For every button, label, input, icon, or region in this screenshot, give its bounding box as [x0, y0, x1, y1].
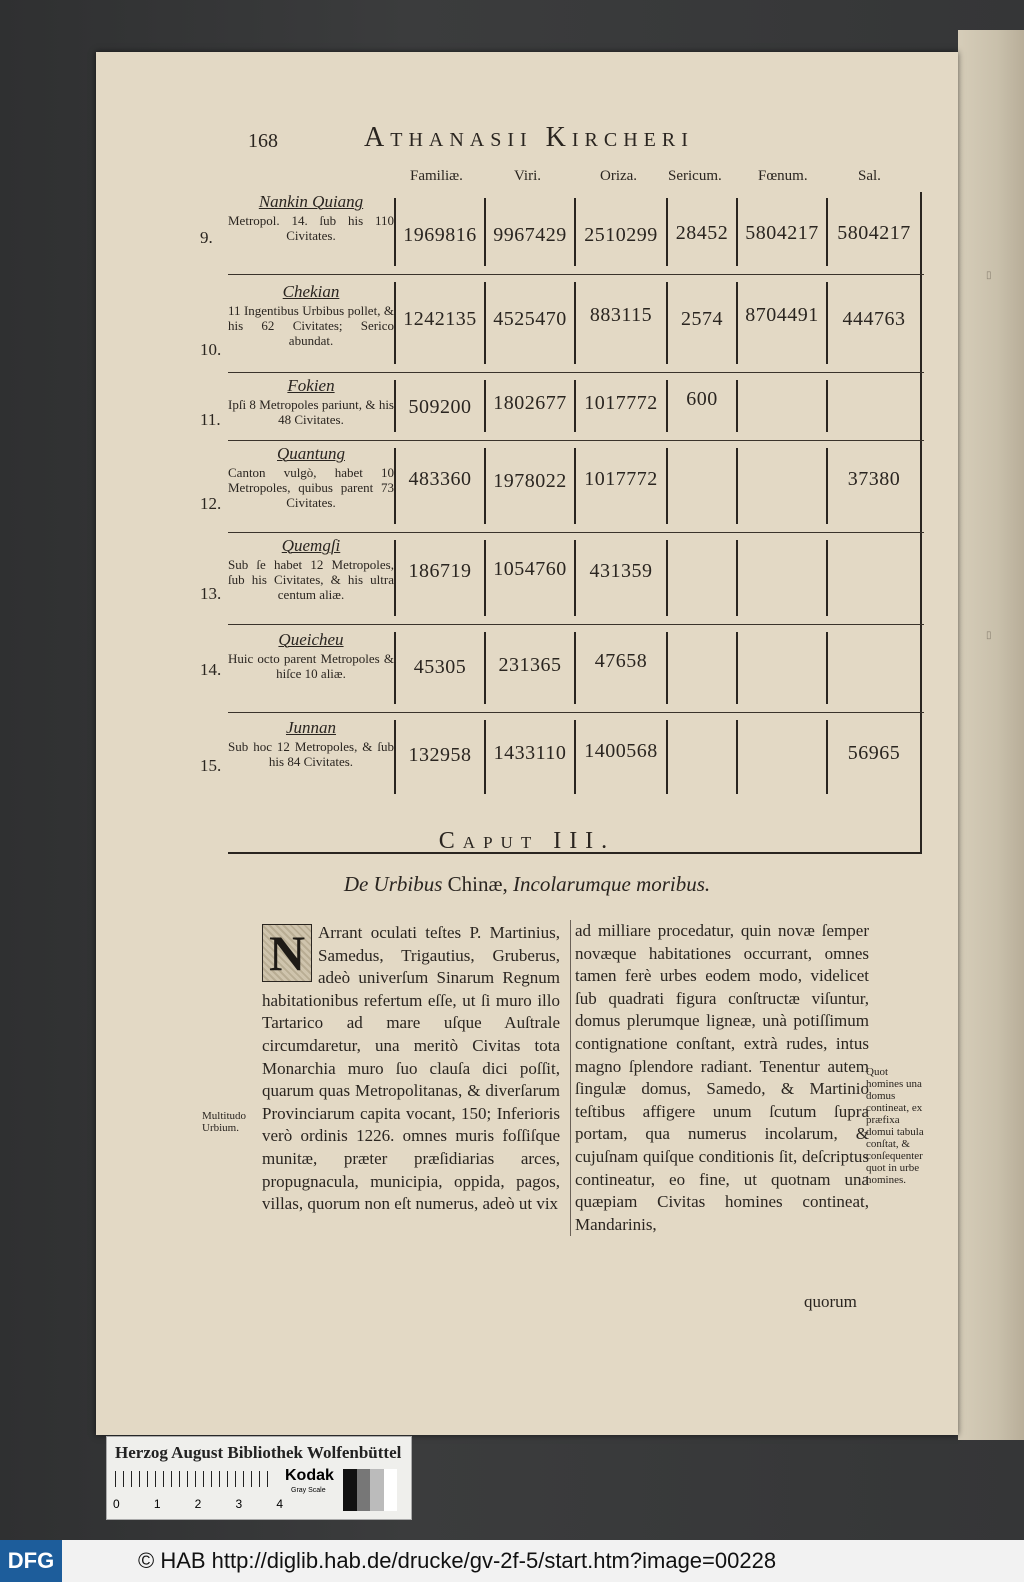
- value-familiae: 483360: [408, 468, 472, 490]
- table-row: [200, 440, 924, 533]
- page-number: 168: [248, 130, 278, 152]
- value-foenum: 8704491: [745, 304, 819, 326]
- col-header-familiae: Familiæ.: [410, 168, 463, 184]
- value-sericum: 2574: [681, 308, 723, 330]
- table-row: [200, 712, 924, 802]
- marginal-note-left: Multitudo Urbium.: [202, 1110, 247, 1134]
- kodak-logo: Kodak: [285, 1467, 334, 1484]
- row-number: 12.: [200, 494, 222, 513]
- col-header-viri: Viri.: [514, 168, 542, 184]
- value-sericum: 28452: [675, 222, 729, 244]
- province-cell: [228, 446, 394, 510]
- paragraph: ad milliare procedatur, quin novæ ſemper novæque habitationes occurrant, omnes tamen ferè urbes eodem modo, videlicet ſub quadrati figura conſtructæ viſuntur, domus plerumque ligneæ, unà potiſſimum contignatione conſtant, extrà rudes, intus magno ſplendore radiant. Tenentur autem ſingulæ domus, Samedo, & Martinio teſtibus affigere unum ſcutum ſupra portam, qua numerus incolarum, & cujuſnam quiſque conditionis ſit, deſcriptus contineatur, eo fine, ut quotnam una quæpiam Civitas homines contineat, Mandarinis,: [575, 921, 869, 1234]
- value-viri: 1433110: [493, 742, 567, 764]
- value-oriza: 47658: [594, 650, 648, 672]
- subtitle-part-c: Incolarumque moribus.: [513, 872, 711, 896]
- gray-scale-patches: [343, 1469, 397, 1511]
- value-familiae: 1969816: [403, 224, 477, 246]
- subtitle-part-b: Chinæ,: [447, 872, 508, 896]
- row-number: 11.: [200, 410, 221, 429]
- value-familiae: 132958: [408, 744, 472, 766]
- table-row: [200, 624, 924, 713]
- value-viri: 231365: [498, 654, 562, 676]
- value-familiae: 186719: [408, 560, 472, 582]
- dfg-logo: DFG: [0, 1540, 62, 1582]
- subtitle-part-a: De Urbibus: [343, 872, 443, 896]
- ruler-numbers: 0 1 2 3 4: [113, 1497, 283, 1511]
- value-viri: 9967429: [493, 224, 567, 246]
- value-viri: 1802677: [493, 392, 567, 414]
- table-row: [200, 532, 924, 625]
- ornamental-initial: N: [262, 924, 312, 982]
- chapter-title: Caput III.: [438, 828, 616, 854]
- value-familiae: 509200: [408, 396, 472, 418]
- catchword: quorum: [804, 1292, 857, 1311]
- value-oriza: 883115: [589, 304, 653, 326]
- table-row: [200, 372, 924, 441]
- library-name: Herzog August Bibliothek Wolfenbüttel: [115, 1443, 402, 1462]
- row-number: 10.: [200, 340, 222, 359]
- province-desc: Huic octo parent Metropoles & hiſce 10 aliæ.: [228, 651, 394, 681]
- province-cell: [228, 378, 394, 427]
- row-number: 14.: [200, 660, 222, 679]
- bleed-through-mark: ▯: [986, 630, 992, 641]
- row-number: 9.: [200, 228, 213, 247]
- province-name: Fokien: [287, 376, 335, 395]
- province-name: Junnan: [285, 718, 337, 737]
- row-number: 13.: [200, 584, 222, 603]
- paragraph: Arrant oculati teſtes P. Martinius, Samedus, Trigautius, Gruberus, adeò univerſum Sinarum Regnum habitationibus refertum eſſe, ut ſi muro illo Tartarico ad mare uſque Auſtrale circumdaretur, una meritò Civitas tota Monarchia muro ſuo clauſa dici poſſit, quarum quas Metropolitanas, & diverſarum Provinciarum capita vocant, 150; Inferioris verò ordinis 1226. omnes muris foſſiſque munitæ, præter præſidiarias arces, propugnacula, municipia, oppida, pagos, villas, quorum non eſt numerus, adeò ut vix: [262, 923, 560, 1214]
- scale-ruler: [115, 1471, 275, 1487]
- col-header-sericum: Sericum.: [668, 168, 722, 184]
- value-familiae: 45305: [413, 656, 467, 678]
- province-cell: [228, 538, 394, 602]
- kodak-subtitle: Gray Scale: [291, 1487, 326, 1494]
- library-color-card: [106, 1436, 412, 1520]
- text-column-right: [570, 920, 869, 1236]
- province-cell: [228, 720, 394, 769]
- value-oriza: 1400568: [584, 740, 658, 762]
- province-desc: Ipſi 8 Metropoles pariunt, & his 48 Civitates.: [228, 397, 394, 427]
- book-page: [96, 52, 958, 1435]
- value-sal: 37380: [847, 468, 901, 490]
- province-cell: [228, 284, 394, 348]
- province-name: Quemgſi: [281, 536, 341, 555]
- province-desc: Sub hoc 12 Metropoles, & ſub his 84 Civitates.: [228, 739, 394, 769]
- marginal-note-right: Quot homines una domus contineat, ex præfixa domui tabula conſtat, & conſequenter quot in urbe homines.: [866, 1066, 924, 1186]
- bleed-through-mark: ▯: [986, 270, 992, 281]
- province-desc: Metropol. 14. ſub his 110 Civitates.: [228, 213, 394, 243]
- value-foenum: 5804217: [745, 222, 819, 244]
- col-header-sal: Sal.: [858, 168, 881, 184]
- value-sal: 444763: [842, 308, 906, 330]
- running-head: Athanasii Kircheri: [364, 122, 694, 153]
- value-oriza: 2510299: [584, 224, 658, 246]
- text-column-left: [262, 922, 560, 1216]
- copyright-link[interactable]: © HAB http://diglib.hab.de/drucke/gv-2f-5/start.htm?image=00228: [138, 1548, 777, 1573]
- value-oriza: 431359: [589, 560, 653, 582]
- value-familiae: 1242135: [403, 308, 477, 330]
- province-cell: [228, 632, 394, 681]
- province-cell: [228, 194, 394, 243]
- value-viri: 4525470: [493, 308, 567, 330]
- col-header-oriza: Oriza.: [600, 168, 638, 184]
- province-name: Queicheu: [278, 630, 344, 649]
- value-viri: 1978022: [493, 470, 567, 492]
- facing-page-edge: [958, 30, 1024, 1440]
- value-viri: 1054760: [493, 558, 567, 580]
- province-name: Nankin Quiang: [258, 192, 364, 211]
- province-name: Chekian: [282, 282, 340, 301]
- footer-bar: [0, 1540, 1024, 1582]
- province-desc: Canton vulgò, habet 10 Metropoles, quibus parent 73 Civitates.: [228, 465, 394, 510]
- value-sericum: 600: [686, 388, 718, 410]
- row-number: 15.: [200, 756, 222, 775]
- table-row: [200, 274, 924, 373]
- chapter-subtitle: [96, 872, 958, 897]
- value-sal: 5804217: [837, 222, 911, 244]
- col-header-foenum: Fœnum.: [758, 168, 808, 184]
- province-name: Quantung: [277, 444, 345, 463]
- province-desc: Sub ſe habet 12 Metropoles, ſub his Civitates, & his ultra centum aliæ.: [228, 557, 394, 602]
- province-desc: 11 Ingentibus Urbibus pollet, & his 62 Civitates; Serico abundat.: [228, 303, 394, 348]
- value-oriza: 1017772: [584, 468, 658, 490]
- value-sal: 56965: [847, 742, 901, 764]
- table-row: [200, 190, 924, 275]
- value-oriza: 1017772: [584, 392, 658, 414]
